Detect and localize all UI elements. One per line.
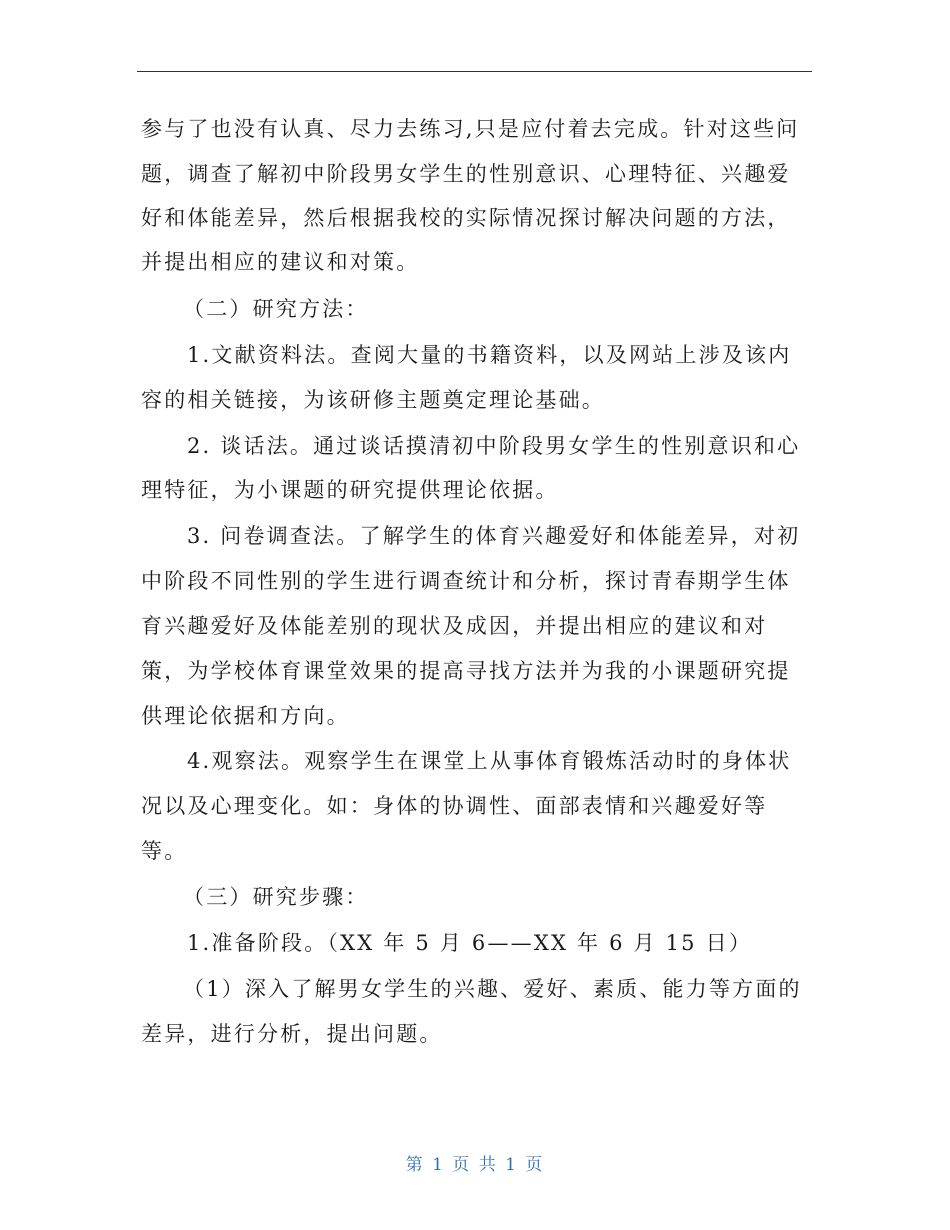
text-line: 等。: [141, 839, 188, 863]
text-line: 好和体能差异，然后根据我校的实际情况探讨解决问题的方法，: [141, 206, 791, 230]
text-line: 4.观察法。观察学生在课堂上从事体育锻炼活动时的身体状: [187, 749, 792, 773]
text-line: 1.准备阶段。（XX 年 5 月 6——XX 年 6 月 15 日）: [187, 931, 753, 955]
text-line: 2. 谈话法。通过谈话摸清初中阶段男女学生的性别意识和心: [187, 434, 801, 458]
text-line: （1）深入了解男女学生的兴趣、爱好、素质、能力等方面的: [183, 977, 802, 1001]
text-line: 容的相关链接，为该研修主题奠定理论基础。: [141, 388, 605, 412]
text-line: 1.文献资料法。查阅大量的书籍资料，以及网站上涉及该内: [187, 343, 792, 367]
text-line: 并提出相应的建议和对策。: [141, 250, 420, 274]
text-line: 差异，进行分析，提出问题。: [141, 1022, 443, 1046]
text-line: 育兴趣爱好及体能差别的现状及成因，并提出相应的建议和对: [141, 614, 768, 638]
text-line: 策，为学校体育课堂效果的提高寻找方法并为我的小课题研究提: [141, 659, 791, 683]
text-line: 理特征，为小课题的研究提供理论依据。: [141, 478, 559, 502]
text-line: 题，调查了解初中阶段男女学生的性别意识、心理特征、兴趣爱: [141, 162, 791, 186]
text-line: 参与了也没有认真、尽力去练习,只是应付着去完成。针对这些问: [141, 117, 800, 141]
text-line: 中阶段不同性别的学生进行调查统计和分析，探讨青春期学生体: [141, 569, 791, 593]
text-line: 况以及心理变化。如：身体的协调性、面部表情和兴趣爱好等: [141, 794, 768, 818]
section-heading: （三）研究步骤：: [183, 885, 369, 909]
text-line: 3. 问卷调查法。了解学生的体育兴趣爱好和体能差异，对初: [187, 524, 801, 548]
page-footer: 第 1 页 共 1 页: [405, 1155, 545, 1175]
header-rule: [137, 71, 812, 72]
text-line: 供理论依据和方向。: [141, 704, 350, 728]
section-heading: （二）研究方法：: [183, 297, 369, 321]
